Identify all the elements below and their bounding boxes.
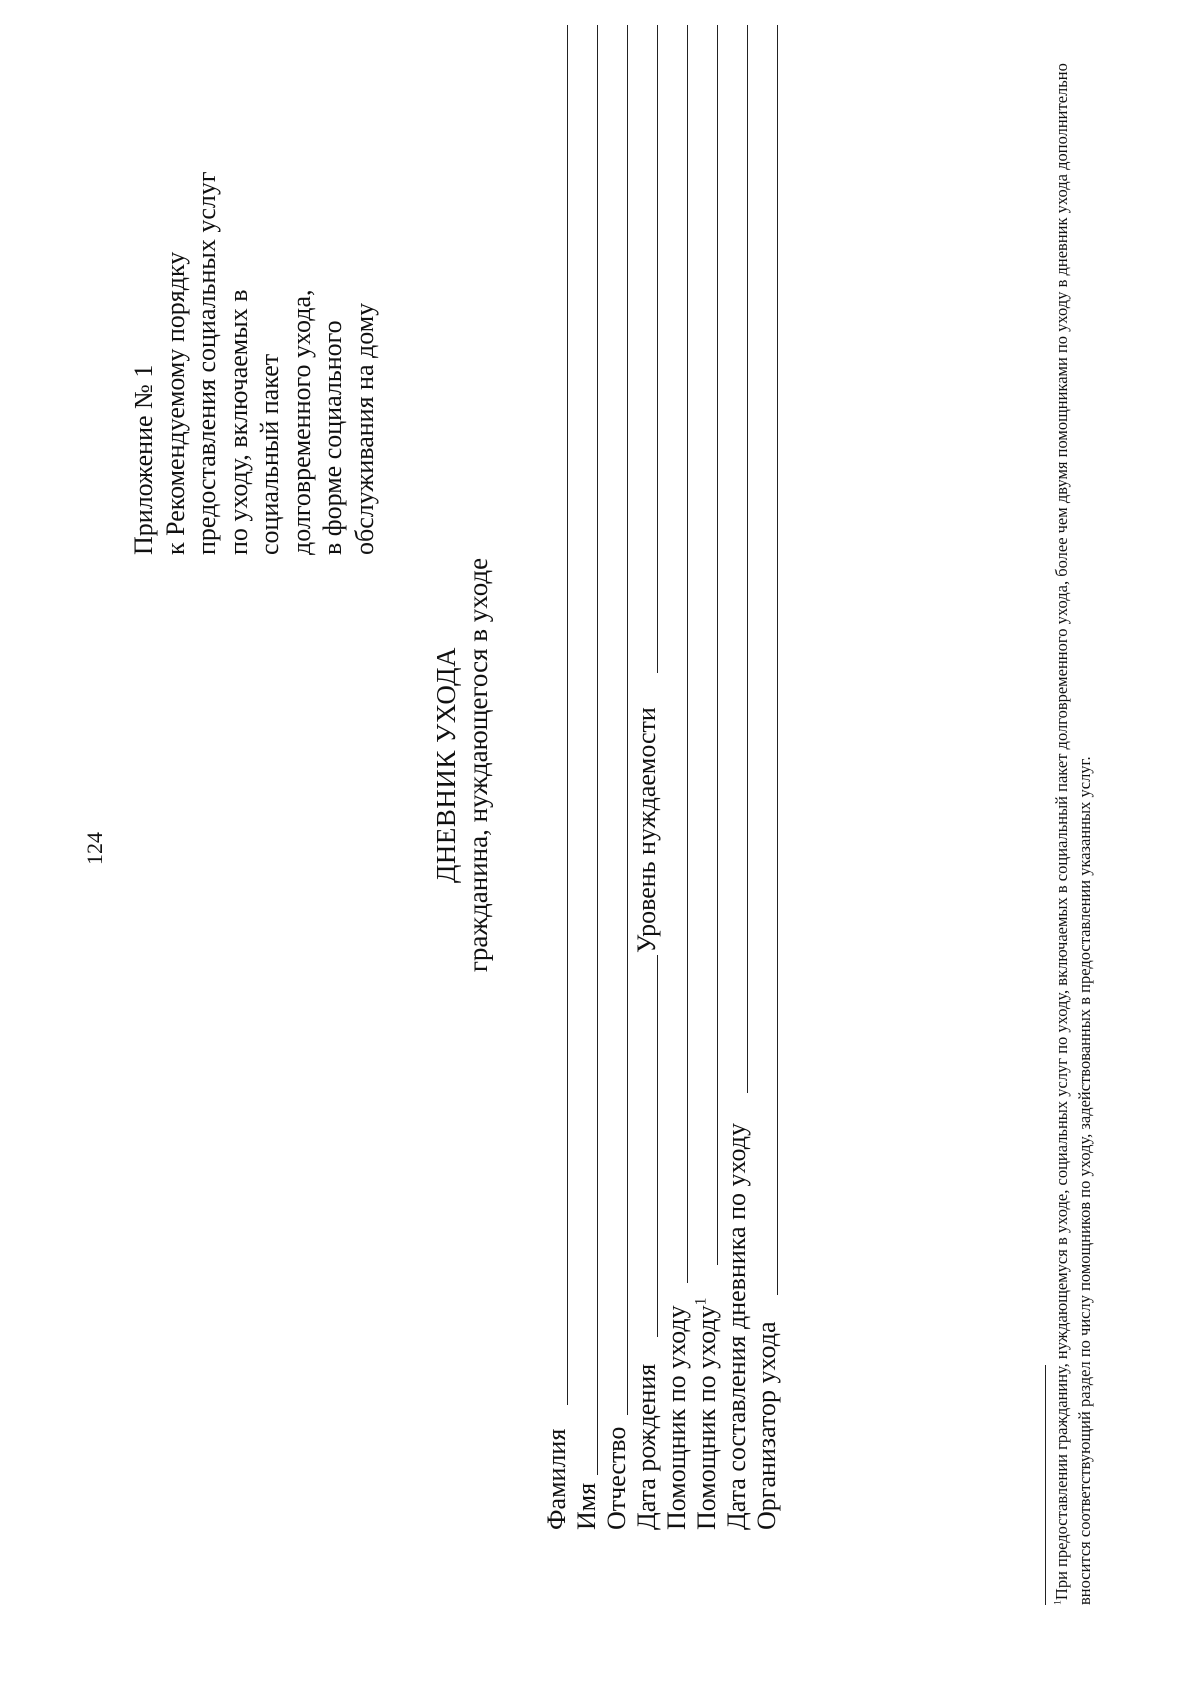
- appendix-line: социальный пакет: [255, 353, 284, 555]
- diary-date-line[interactable]: [747, 25, 748, 1093]
- appendix-line: предоставления социальных услуг: [192, 171, 221, 555]
- surname-label: Фамилия: [542, 1428, 571, 1530]
- surname-line[interactable]: [567, 25, 568, 1405]
- birth-date-label: Дата рождения: [632, 1363, 661, 1530]
- care-assistant-2-line[interactable]: [717, 25, 718, 1265]
- patronymic-line[interactable]: [627, 25, 628, 1415]
- need-level-line[interactable]: [657, 25, 658, 673]
- care-organizer-line[interactable]: [777, 25, 778, 1295]
- document-subtitle: гражданина, нуждающегося в уходе: [463, 557, 493, 973]
- care-organizer-label: Организатор ухода: [752, 1321, 781, 1530]
- care-assistant-2-text: Помощник по уходу: [692, 1305, 721, 1530]
- page-number: 124: [82, 832, 107, 865]
- appendix-line: Приложение № 1: [129, 364, 158, 555]
- diary-date-label: Дата составления дневника по уходу: [722, 1123, 751, 1530]
- appendix-line: долговременного ухода,: [286, 289, 316, 555]
- care-assistant-line[interactable]: [687, 25, 688, 1283]
- appendix-line: обслуживания на дому: [349, 302, 379, 555]
- footnote-mark: 1: [692, 1297, 710, 1306]
- document-title: ДНЕВНИК УХОДА: [431, 647, 461, 883]
- patronymic-label: Отчество: [602, 1426, 631, 1530]
- appendix-line: по уходу, включаемых в: [223, 289, 253, 555]
- footnote-number: 1: [1052, 1600, 1064, 1605]
- footnote-text: При предоставлении гражданину, нуждающемуся в уходе, социальных услуг по уходу, включаемых в социальный пакет долговременного ухода, более чем двумя помощниками по уходу в дневник ухода дополнительно вносится соответствующий раздел по числу помощников по уходу, задействованных в предоставлении указанных услуг.: [1052, 63, 1094, 1605]
- name-label: Имя: [572, 1482, 601, 1530]
- appendix-line: к Рекомендуемому порядку: [160, 251, 190, 555]
- birth-date-line[interactable]: [657, 955, 658, 1337]
- name-line[interactable]: [597, 25, 598, 1475]
- appendix-line: в форме социального: [318, 320, 347, 555]
- care-assistant-2-label: [692, 1298, 722, 1530]
- care-assistant-label: Помощник по уходу: [662, 1305, 691, 1530]
- need-level-label: Уровень нуждаемости: [632, 707, 661, 953]
- footnote: [1050, 25, 1096, 1605]
- footnote-separator: [1045, 1365, 1046, 1605]
